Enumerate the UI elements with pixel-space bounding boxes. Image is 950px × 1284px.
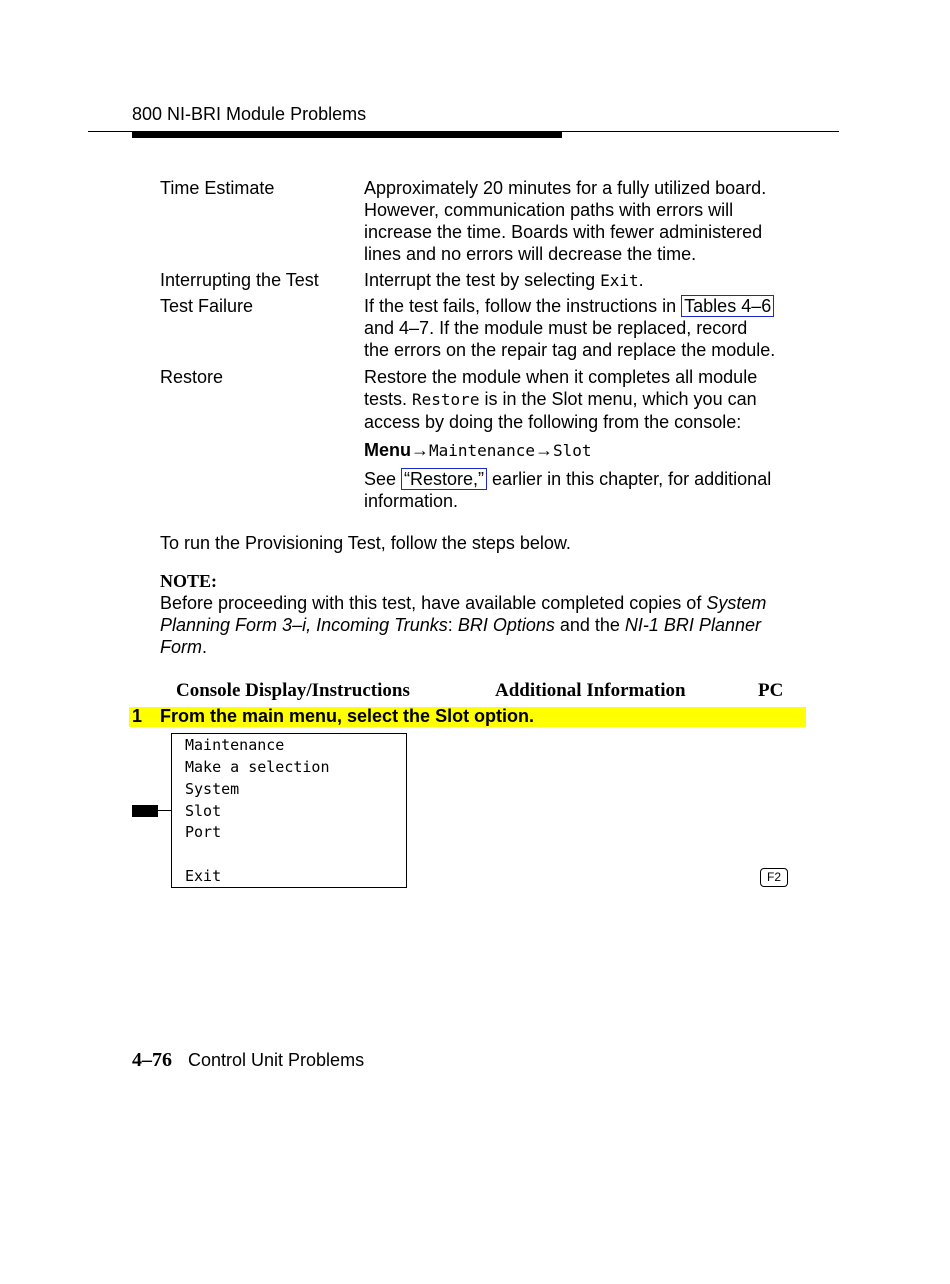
text: Before proceeding with this test, have available completed copies of: [160, 593, 707, 613]
intro-text: To run the Provisioning Test, follow the steps below.: [160, 533, 571, 553]
path-menu: Menu: [364, 440, 411, 460]
text: :: [447, 615, 458, 635]
text: and the: [554, 615, 625, 635]
path-slot: Slot: [552, 441, 592, 460]
desc-line: access by doing the following from the console:: [364, 412, 742, 432]
key-f2[interactable]: F2: [760, 868, 788, 887]
desc-line: and 4–7. If the module must be replaced, record: [364, 318, 748, 338]
term-test-failure: Test Failure: [160, 296, 254, 316]
form-name: NI-1 BRI Planner Form: [160, 615, 761, 657]
desc-line: [364, 468, 804, 490]
link-tables-4-6[interactable]: Tables 4–6: [681, 295, 774, 317]
desc-time-estimate: [364, 177, 804, 265]
column-header-pc: PC: [758, 680, 784, 701]
screen-option-exit[interactable]: Exit: [185, 867, 222, 885]
screen-option-slot[interactable]: Slot: [185, 802, 222, 820]
desc-test-failure: [364, 295, 804, 361]
text: tests.: [364, 389, 413, 409]
ui-term-restore: Restore: [412, 390, 480, 409]
screen-prompt: Make a selection: [185, 758, 330, 776]
note-text: [160, 592, 800, 658]
selection-pointer-line: [158, 810, 172, 811]
text: See: [364, 469, 402, 489]
desc-line: Restore the module when it completes all module: [364, 367, 758, 387]
desc-line: the errors on the repair tag and replace the module.: [364, 340, 776, 360]
text: .: [638, 270, 644, 290]
column-header-console: Console Display/Instructions: [176, 680, 410, 701]
step-instruction: From the main menu, select the Slot option.: [160, 706, 535, 726]
screen-option-system[interactable]: System: [185, 780, 240, 798]
desc-line: However, communication paths with errors will: [364, 200, 734, 220]
desc-line: information.: [364, 491, 459, 511]
text: is in the Slot menu, which you can: [479, 389, 757, 409]
desc-interrupting: [364, 269, 804, 292]
menu-path: [364, 439, 804, 462]
ui-term-exit: Exit: [600, 271, 639, 290]
desc-line: lines and no errors will decrease the time.: [364, 244, 697, 264]
desc-restore: [364, 366, 804, 512]
text: .: [202, 637, 208, 657]
arrow-icon: →: [534, 440, 553, 460]
term-restore: Restore: [160, 367, 224, 387]
step-number: 1: [132, 706, 143, 726]
note-label: NOTE:: [160, 571, 218, 591]
link-restore[interactable]: “Restore,”: [401, 468, 487, 490]
text: earlier in this chapter, for additional: [487, 469, 772, 489]
text: Interrupt the test by selecting: [364, 270, 601, 290]
column-header-additional: Additional Information: [495, 680, 686, 701]
page-number: 4–76: [132, 1049, 172, 1071]
desc-line: Approximately 20 minutes for a fully utilized board.: [364, 178, 767, 198]
term-interrupting: Interrupting the Test: [160, 270, 319, 290]
selection-pointer-icon: [132, 805, 158, 817]
text: If the test fails, follow the instructions in: [364, 296, 682, 316]
footer-section-title: Control Unit Problems: [188, 1050, 365, 1070]
screen-title: Maintenance: [185, 736, 285, 754]
path-maintenance: Maintenance: [429, 441, 535, 460]
form-name: BRI Options: [457, 615, 555, 635]
header-rule-thick: [132, 132, 562, 138]
screen-option-port[interactable]: Port: [185, 823, 222, 841]
arrow-icon: →: [411, 440, 429, 460]
term-time-estimate: Time Estimate: [160, 178, 275, 198]
desc-line: [364, 295, 804, 317]
form-name: System Planning Form 3–i, Incoming Trunks: [160, 593, 767, 635]
desc-line: [364, 388, 804, 411]
desc-line: increase the time. Boards with fewer administered: [364, 222, 763, 242]
running-head: 800 NI-BRI Module Problems: [132, 104, 367, 124]
